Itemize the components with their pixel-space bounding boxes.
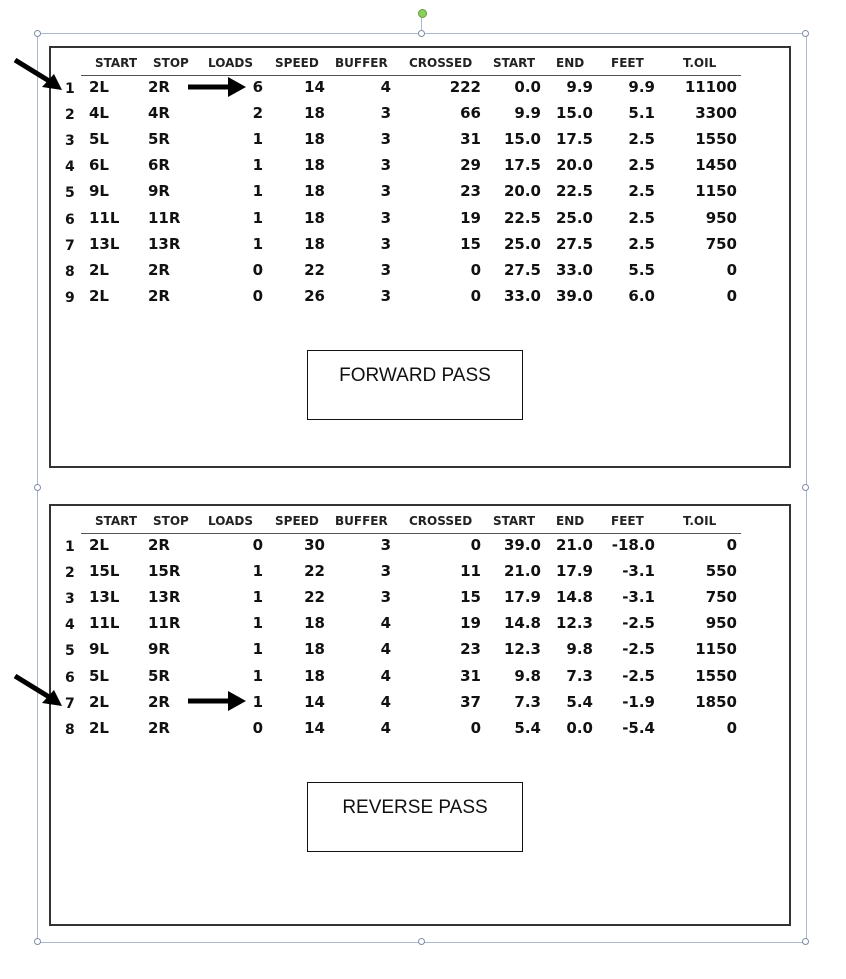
cell-crossed: 19 [460, 208, 481, 227]
row-number: 1 [65, 81, 75, 97]
cell-e: 0.0 [566, 718, 593, 737]
column-header: END [556, 514, 585, 528]
row-number: 2 [65, 565, 75, 582]
cell-speed: 30 [304, 536, 325, 554]
cell-speed: 22 [304, 588, 325, 607]
cell-start: 2L [89, 286, 109, 305]
cell-crossed: 29 [460, 156, 481, 175]
cell-toil: 1150 [695, 182, 737, 201]
row-number: 3 [65, 591, 75, 608]
column-header: LOADS [208, 514, 253, 528]
cell-toil: 950 [705, 208, 737, 227]
cell-start: 11L [89, 614, 120, 633]
cell-buffer: 3 [380, 104, 391, 123]
cell-buffer: 3 [380, 588, 391, 607]
cell-speed: 18 [304, 666, 325, 685]
reverse-pass-panel [49, 504, 791, 926]
cell-e: 25.0 [555, 208, 593, 227]
cell-stop: 5R [148, 130, 170, 149]
cell-loads: 1 [252, 562, 263, 581]
column-header: SPEED [275, 56, 319, 70]
cell-buffer: 3 [380, 562, 391, 581]
cell-start: 5L [89, 666, 109, 685]
cell-loads: 2 [252, 104, 263, 123]
column-header: T.OIL [683, 56, 717, 70]
cell-e: 9.9 [566, 78, 593, 96]
column-header: END [556, 56, 585, 70]
right-arrow-icon [186, 76, 248, 98]
cell-toil: 3300 [695, 104, 737, 123]
resize-handle-tl[interactable] [34, 30, 41, 37]
rotate-handle[interactable] [418, 9, 427, 18]
row-number: 4 [65, 159, 75, 176]
cell-e: 12.3 [555, 614, 593, 633]
cell-toil: 0 [726, 286, 737, 305]
cell-crossed: 15 [460, 234, 481, 253]
row-number: 8 [65, 721, 75, 738]
cell-start: 4L [89, 104, 109, 123]
cell-toil: 950 [705, 614, 737, 633]
column-header: CROSSED [409, 514, 473, 528]
cell-buffer: 4 [380, 614, 391, 633]
cell-start: 2L [89, 692, 109, 711]
cell-toil: 1550 [695, 130, 737, 149]
row-number: 7 [65, 695, 75, 712]
cell-buffer: 3 [380, 182, 391, 201]
cell-toil: 11100 [684, 78, 737, 96]
row-number: 9 [65, 289, 75, 306]
row-number: 1 [65, 539, 75, 555]
cell-crossed: 31 [460, 130, 481, 149]
cell-crossed: 19 [460, 614, 481, 633]
cell-crossed: 222 [449, 78, 481, 96]
cell-loads: 1 [252, 640, 263, 659]
cell-stop: 2R [148, 718, 170, 737]
cell-e: 9.8 [566, 640, 593, 659]
cell-e: 20.0 [555, 156, 593, 175]
column-header: BUFFER [335, 56, 388, 70]
cell-speed: 18 [304, 156, 325, 175]
cell-feet: -3.1 [622, 588, 655, 607]
column-header: FEET [611, 514, 644, 528]
cell-e: 39.0 [555, 286, 593, 305]
cell-speed: 22 [304, 562, 325, 581]
cell-stop: 11R [148, 208, 181, 227]
cell-crossed: 0 [470, 718, 481, 737]
column-header: START [95, 514, 138, 528]
cell-crossed: 0 [470, 260, 481, 279]
cell-e: 33.0 [555, 260, 593, 279]
cell-stop: 9R [148, 640, 170, 659]
cell-stop: 13R [148, 234, 181, 253]
cell-crossed: 23 [460, 182, 481, 201]
pointer-arrow-icon [12, 672, 68, 712]
cell-toil: 1150 [695, 640, 737, 659]
cell-s: 33.0 [503, 286, 541, 305]
cell-loads: 0 [252, 260, 263, 279]
cell-s: 15.0 [503, 130, 541, 149]
cell-feet: -18.0 [611, 536, 655, 554]
cell-start: 6L [89, 156, 109, 175]
cell-stop: 2R [148, 78, 170, 96]
cell-s: 9.8 [514, 666, 541, 685]
cell-speed: 18 [304, 182, 325, 201]
cell-toil: 1550 [695, 666, 737, 685]
cell-speed: 18 [304, 208, 325, 227]
cell-loads: 1 [252, 666, 263, 685]
cell-loads: 0 [252, 536, 263, 554]
cell-e: 17.5 [555, 130, 593, 149]
cell-loads: 0 [252, 718, 263, 737]
forward-pass-panel [49, 46, 791, 468]
cell-loads: 1 [252, 588, 263, 607]
cell-toil: 750 [705, 588, 737, 607]
cell-toil: 0 [726, 536, 737, 554]
cell-feet: 5.5 [628, 260, 655, 279]
cell-e: 27.5 [555, 234, 593, 253]
cell-s: 0.0 [514, 78, 541, 96]
cell-speed: 18 [304, 640, 325, 659]
cell-loads: 0 [252, 286, 263, 305]
cell-buffer: 4 [380, 666, 391, 685]
cell-speed: 14 [304, 78, 325, 96]
cell-speed: 18 [304, 614, 325, 633]
cell-speed: 14 [304, 692, 325, 711]
cell-start: 13L [89, 234, 120, 253]
row-number: 6 [65, 669, 75, 686]
cell-stop: 2R [148, 260, 170, 279]
column-header: T.OIL [683, 514, 717, 528]
cell-buffer: 4 [380, 718, 391, 737]
cell-buffer: 3 [380, 234, 391, 253]
cell-toil: 750 [705, 234, 737, 253]
cell-loads: 6 [252, 78, 263, 96]
right-arrow-icon [186, 690, 248, 712]
cell-start: 2L [89, 260, 109, 279]
cell-buffer: 3 [380, 260, 391, 279]
cell-s: 12.3 [503, 640, 541, 659]
resize-handle-br[interactable] [802, 938, 809, 945]
reverse-header-rule [81, 533, 741, 534]
cell-e: 7.3 [566, 666, 593, 685]
reverse-pass-label [307, 782, 523, 852]
column-header: LOADS [208, 56, 253, 70]
reverse-pass-label-text: REVERSE PASS [342, 797, 488, 818]
cell-stop: 2R [148, 536, 170, 554]
cell-e: 14.8 [555, 588, 593, 607]
row-number: 5 [65, 643, 75, 660]
cell-stop: 5R [148, 666, 170, 685]
cell-feet: -2.5 [622, 666, 655, 685]
forward-pass-label [307, 350, 523, 420]
cell-stop: 6R [148, 156, 170, 175]
resize-handle-tc[interactable] [418, 30, 425, 37]
cell-stop: 11R [148, 614, 181, 633]
cell-crossed: 15 [460, 588, 481, 607]
cell-buffer: 4 [380, 78, 391, 96]
cell-buffer: 4 [380, 692, 391, 711]
cell-feet: 2.5 [628, 156, 655, 175]
cell-start: 2L [89, 718, 109, 737]
cell-stop: 4R [148, 104, 170, 123]
row-number: 7 [65, 237, 75, 254]
forward-pass-label-text: FORWARD PASS [339, 365, 491, 386]
cell-feet: -5.4 [622, 718, 655, 737]
cell-crossed: 0 [470, 286, 481, 305]
cell-crossed: 23 [460, 640, 481, 659]
cell-buffer: 3 [380, 130, 391, 149]
cell-e: 15.0 [555, 104, 593, 123]
cell-stop: 9R [148, 182, 170, 201]
cell-s: 21.0 [503, 562, 541, 581]
cell-s: 17.9 [503, 588, 541, 607]
resize-handle-bl[interactable] [34, 938, 41, 945]
cell-s: 7.3 [514, 692, 541, 711]
cell-crossed: 11 [460, 562, 481, 581]
cell-stop: 2R [148, 692, 170, 711]
column-header: SPEED [275, 514, 319, 528]
cell-s: 9.9 [514, 104, 541, 123]
cell-feet: 2.5 [628, 208, 655, 227]
cell-feet: -2.5 [622, 640, 655, 659]
cell-feet: -2.5 [622, 614, 655, 633]
cell-start: 13L [89, 588, 120, 607]
cell-crossed: 66 [460, 104, 481, 123]
resize-handle-mr[interactable] [802, 484, 809, 491]
resize-handle-bc[interactable] [418, 938, 425, 945]
row-number: 6 [65, 211, 75, 228]
cell-start: 2L [89, 78, 109, 96]
cell-s: 27.5 [503, 260, 541, 279]
cell-loads: 1 [252, 234, 263, 253]
cell-buffer: 3 [380, 208, 391, 227]
cell-s: 39.0 [503, 536, 541, 554]
row-number: 3 [65, 133, 75, 150]
cell-crossed: 37 [460, 692, 481, 711]
cell-s: 20.0 [503, 182, 541, 201]
cell-start: 15L [89, 562, 120, 581]
column-header: FEET [611, 56, 644, 70]
cell-s: 25.0 [503, 234, 541, 253]
cell-e: 22.5 [555, 182, 593, 201]
cell-s: 5.4 [514, 718, 541, 737]
cell-crossed: 0 [470, 536, 481, 554]
cell-speed: 18 [304, 234, 325, 253]
cell-stop: 13R [148, 588, 181, 607]
cell-start: 2L [89, 536, 109, 554]
cell-feet: 6.0 [628, 286, 655, 305]
cell-speed: 14 [304, 718, 325, 737]
row-number: 5 [65, 185, 75, 202]
cell-feet: 5.1 [628, 104, 655, 123]
cell-feet: 2.5 [628, 182, 655, 201]
row-number: 8 [65, 263, 75, 280]
cell-loads: 1 [252, 614, 263, 633]
column-header: START [493, 514, 536, 528]
forward-header-rule [81, 75, 741, 76]
cell-buffer: 3 [380, 286, 391, 305]
cell-e: 5.4 [566, 692, 593, 711]
cell-s: 17.5 [503, 156, 541, 175]
cell-s: 14.8 [503, 614, 541, 633]
cell-e: 21.0 [555, 536, 593, 554]
column-header: START [493, 56, 536, 70]
cell-speed: 26 [304, 286, 325, 305]
cell-loads: 1 [252, 156, 263, 175]
column-header: CROSSED [409, 56, 473, 70]
cell-toil: 1850 [695, 692, 737, 711]
row-number: 4 [65, 617, 75, 634]
cell-stop: 15R [148, 562, 181, 581]
cell-toil: 1450 [695, 156, 737, 175]
cell-start: 5L [89, 130, 109, 149]
cell-loads: 1 [252, 182, 263, 201]
cell-speed: 18 [304, 130, 325, 149]
cell-toil: 0 [726, 260, 737, 279]
resize-handle-ml[interactable] [34, 484, 41, 491]
cell-start: 11L [89, 208, 120, 227]
cell-feet: -3.1 [622, 562, 655, 581]
cell-stop: 2R [148, 286, 170, 305]
column-header: STOP [153, 514, 189, 528]
pointer-arrow-icon [12, 56, 68, 96]
cell-speed: 22 [304, 260, 325, 279]
resize-handle-tr[interactable] [802, 30, 809, 37]
cell-s: 22.5 [503, 208, 541, 227]
column-header: STOP [153, 56, 189, 70]
cell-loads: 1 [252, 692, 263, 711]
cell-buffer: 3 [380, 156, 391, 175]
cell-crossed: 31 [460, 666, 481, 685]
cell-buffer: 3 [380, 536, 391, 554]
column-header: START [95, 56, 138, 70]
cell-start: 9L [89, 182, 109, 201]
cell-toil: 0 [726, 718, 737, 737]
cell-feet: -1.9 [622, 692, 655, 711]
cell-e: 17.9 [555, 562, 593, 581]
cell-loads: 1 [252, 130, 263, 149]
cell-feet: 9.9 [628, 78, 655, 96]
column-header: BUFFER [335, 514, 388, 528]
cell-start: 9L [89, 640, 109, 659]
row-number: 2 [65, 107, 75, 124]
cell-speed: 18 [304, 104, 325, 123]
cell-buffer: 4 [380, 640, 391, 659]
cell-loads: 1 [252, 208, 263, 227]
cell-feet: 2.5 [628, 234, 655, 253]
cell-feet: 2.5 [628, 130, 655, 149]
cell-toil: 550 [705, 562, 737, 581]
